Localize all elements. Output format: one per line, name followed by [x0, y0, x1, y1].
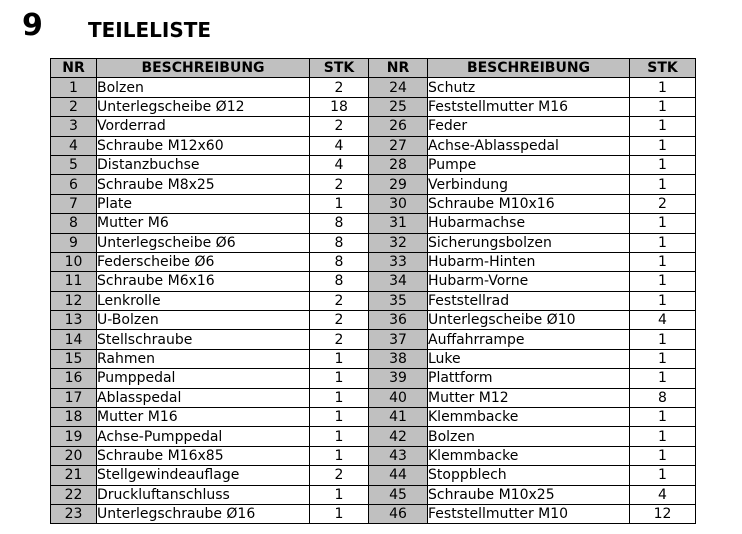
table-row: [51, 291, 696, 310]
parts-list-table: [50, 58, 696, 524]
part-quantity: 1: [310, 349, 369, 368]
part-quantity: 1: [630, 136, 696, 155]
part-quantity: 8: [630, 388, 696, 407]
header-stk: STK: [310, 59, 369, 78]
header-beschreibung: BESCHREIBUNG: [428, 59, 630, 78]
part-description: Schraube M16x85: [97, 446, 310, 465]
table-row: [51, 466, 696, 485]
part-quantity: 12: [630, 504, 696, 523]
table-row: [51, 311, 696, 330]
table-row: [51, 194, 696, 213]
part-description: Sicherungsbolzen: [428, 233, 630, 252]
table-row: [51, 349, 696, 368]
part-number: 7: [51, 194, 97, 213]
table-row: [51, 155, 696, 174]
part-description: Schutz: [428, 78, 630, 97]
part-description: Bolzen: [97, 78, 310, 97]
part-number: 30: [369, 194, 428, 213]
part-description: Hubarm-Hinten: [428, 252, 630, 271]
part-quantity: 8: [310, 214, 369, 233]
part-number: 27: [369, 136, 428, 155]
part-description: Verbindung: [428, 175, 630, 194]
part-description: Schraube M10x16: [428, 194, 630, 213]
table-row: [51, 175, 696, 194]
part-description: Mutter M12: [428, 388, 630, 407]
part-description: Schraube M6x16: [97, 272, 310, 291]
part-number: 2: [51, 97, 97, 116]
part-description: Bolzen: [428, 427, 630, 446]
part-number: 25: [369, 97, 428, 116]
header-beschreibung: BESCHREIBUNG: [97, 59, 310, 78]
part-number: 15: [51, 349, 97, 368]
part-number: 12: [51, 291, 97, 310]
part-quantity: 4: [630, 311, 696, 330]
part-quantity: 1: [630, 408, 696, 427]
part-number: 33: [369, 252, 428, 271]
part-quantity: 1: [630, 97, 696, 116]
part-quantity: 4: [310, 136, 369, 155]
part-quantity: 4: [310, 155, 369, 174]
part-quantity: 2: [310, 291, 369, 310]
part-number: 37: [369, 330, 428, 349]
part-quantity: 1: [630, 446, 696, 465]
table-row: [51, 136, 696, 155]
part-number: 4: [51, 136, 97, 155]
part-number: 28: [369, 155, 428, 174]
part-number: 9: [51, 233, 97, 252]
part-description: Unterlegscheibe Ø6: [97, 233, 310, 252]
part-number: 14: [51, 330, 97, 349]
part-quantity: 1: [630, 214, 696, 233]
part-quantity: 1: [630, 117, 696, 136]
part-quantity: 1: [630, 427, 696, 446]
part-number: 10: [51, 252, 97, 271]
table-header-row: [51, 59, 696, 78]
part-quantity: 1: [310, 504, 369, 523]
part-quantity: 8: [310, 233, 369, 252]
part-description: Plate: [97, 194, 310, 213]
part-number: 26: [369, 117, 428, 136]
part-quantity: 1: [310, 194, 369, 213]
part-description: Achse-Pumppedal: [97, 427, 310, 446]
part-quantity: 1: [630, 272, 696, 291]
part-number: 6: [51, 175, 97, 194]
table-row: [51, 504, 696, 523]
table-row: [51, 78, 696, 97]
part-quantity: 4: [630, 485, 696, 504]
part-number: 20: [51, 446, 97, 465]
part-description: Vorderrad: [97, 117, 310, 136]
table-row: [51, 427, 696, 446]
table-row: [51, 272, 696, 291]
part-quantity: 1: [310, 446, 369, 465]
part-number: 43: [369, 446, 428, 465]
part-quantity: 1: [310, 485, 369, 504]
part-description: Feststellmutter M16: [428, 97, 630, 116]
part-number: 19: [51, 427, 97, 446]
part-number: 23: [51, 504, 97, 523]
part-number: 16: [51, 369, 97, 388]
part-description: Mutter M6: [97, 214, 310, 233]
part-number: 29: [369, 175, 428, 194]
part-number: 18: [51, 408, 97, 427]
part-quantity: 1: [630, 466, 696, 485]
part-number: 41: [369, 408, 428, 427]
part-description: Feder: [428, 117, 630, 136]
part-number: 8: [51, 214, 97, 233]
part-number: 40: [369, 388, 428, 407]
part-description: Feststellrad: [428, 291, 630, 310]
part-quantity: 18: [310, 97, 369, 116]
part-number: 39: [369, 369, 428, 388]
table-body: [51, 78, 696, 524]
part-quantity: 2: [310, 311, 369, 330]
part-number: 22: [51, 485, 97, 504]
part-quantity: 1: [630, 252, 696, 271]
part-description: Unterlegschraube Ø16: [97, 504, 310, 523]
table-row: [51, 330, 696, 349]
part-number: 13: [51, 311, 97, 330]
part-quantity: 8: [310, 252, 369, 271]
table-row: [51, 408, 696, 427]
table-row: [51, 214, 696, 233]
part-quantity: 2: [310, 78, 369, 97]
part-number: 5: [51, 155, 97, 174]
part-quantity: 1: [630, 78, 696, 97]
table-row: [51, 117, 696, 136]
part-description: Plattform: [428, 369, 630, 388]
part-description: Pumppedal: [97, 369, 310, 388]
part-number: 45: [369, 485, 428, 504]
header-nr: NR: [369, 59, 428, 78]
part-quantity: 1: [310, 408, 369, 427]
part-quantity: 1: [630, 349, 696, 368]
part-description: Stellgewindeauflage: [97, 466, 310, 485]
table-row: [51, 388, 696, 407]
part-description: Feststellmutter M10: [428, 504, 630, 523]
part-number: 42: [369, 427, 428, 446]
part-description: Hubarm-Vorne: [428, 272, 630, 291]
part-description: Auffahrrampe: [428, 330, 630, 349]
part-description: Distanzbuchse: [97, 155, 310, 174]
part-quantity: 1: [310, 388, 369, 407]
part-description: Achse-Ablasspedal: [428, 136, 630, 155]
part-description: Unterlegscheibe Ø12: [97, 97, 310, 116]
header-stk: STK: [630, 59, 696, 78]
table-row: [51, 252, 696, 271]
table-row: [51, 97, 696, 116]
part-quantity: 2: [310, 117, 369, 136]
table-row: [51, 485, 696, 504]
section-number: 9: [22, 8, 43, 43]
part-quantity: 1: [630, 175, 696, 194]
part-description: Druckluftanschluss: [97, 485, 310, 504]
part-quantity: 1: [630, 369, 696, 388]
part-description: Stellschraube: [97, 330, 310, 349]
part-description: Stoppblech: [428, 466, 630, 485]
part-description: U-Bolzen: [97, 311, 310, 330]
part-description: Unterlegscheibe Ø10: [428, 311, 630, 330]
part-description: Mutter M16: [97, 408, 310, 427]
part-description: Klemmbacke: [428, 408, 630, 427]
part-number: 44: [369, 466, 428, 485]
table-row: [51, 446, 696, 465]
part-number: 24: [369, 78, 428, 97]
part-number: 32: [369, 233, 428, 252]
part-quantity: 1: [630, 233, 696, 252]
part-quantity: 8: [310, 272, 369, 291]
part-number: 46: [369, 504, 428, 523]
part-description: Hubarmachse: [428, 214, 630, 233]
part-number: 38: [369, 349, 428, 368]
part-quantity: 2: [310, 330, 369, 349]
header-nr: NR: [51, 59, 97, 78]
part-number: 31: [369, 214, 428, 233]
part-description: Schraube M12x60: [97, 136, 310, 155]
part-description: Luke: [428, 349, 630, 368]
part-description: Rahmen: [97, 349, 310, 368]
part-number: 11: [51, 272, 97, 291]
part-number: 34: [369, 272, 428, 291]
part-number: 1: [51, 78, 97, 97]
part-quantity: 2: [310, 466, 369, 485]
part-quantity: 1: [630, 330, 696, 349]
section-title: TEILELISTE: [88, 18, 212, 42]
part-number: 36: [369, 311, 428, 330]
part-quantity: 1: [310, 369, 369, 388]
part-quantity: 1: [630, 291, 696, 310]
part-description: Klemmbacke: [428, 446, 630, 465]
part-quantity: 2: [310, 175, 369, 194]
part-number: 21: [51, 466, 97, 485]
part-description: Schraube M8x25: [97, 175, 310, 194]
part-quantity: 2: [630, 194, 696, 213]
part-description: Ablasspedal: [97, 388, 310, 407]
table-row: [51, 233, 696, 252]
part-description: Pumpe: [428, 155, 630, 174]
part-number: 35: [369, 291, 428, 310]
part-description: Schraube M10x25: [428, 485, 630, 504]
part-number: 3: [51, 117, 97, 136]
part-quantity: 1: [630, 155, 696, 174]
part-description: Lenkrolle: [97, 291, 310, 310]
part-quantity: 1: [310, 427, 369, 446]
table-row: [51, 369, 696, 388]
part-number: 17: [51, 388, 97, 407]
part-description: Federscheibe Ø6: [97, 252, 310, 271]
